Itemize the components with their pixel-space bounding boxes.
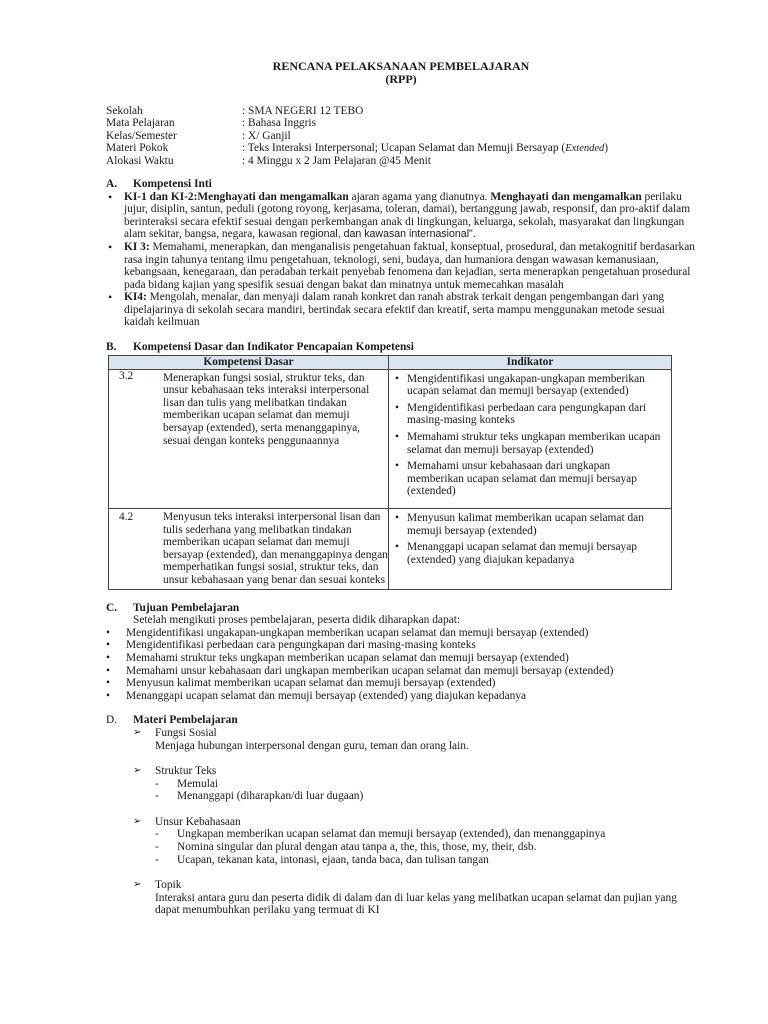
section-a-heading [106,178,696,191]
ki1-end: . [472,228,476,241]
meta-value: : X/ Ganjil [242,129,291,142]
arrow-bullet-icon: ➢ [133,815,142,827]
meta-row-kelas [106,130,696,142]
title-line-2: (RPP) [385,72,417,86]
section-d-heading [106,714,696,727]
indicator-item: • Memahami unsur kebahasaan dari ungkapan memberikan ucapan selamat dan memuji bersayap (extended) [395,460,665,498]
ki1-bold-2: Menghayati dan mengamalkan [490,190,642,203]
list-item: • Memahami struktur teks ungkapan memberikan ucapan selamat dan memuji bersayap (extended) [106,652,696,665]
table-row [109,509,672,590]
section-title: Kompetensi Inti [133,177,212,190]
item-text: Menanggapi (diharapkan/di luar dugaan) [177,790,364,803]
table-row [109,369,672,508]
ki-1-2 [106,191,696,241]
section-title: Tujuan Pembelajaran [133,601,240,614]
materi-struktur-heading [133,765,696,778]
section-letter: D. [106,714,118,727]
dash-bullet: - [155,790,159,803]
ki-4 [106,291,696,329]
list-item: • Mengidentifikasi perbedaan cara pengungkapan dari masing-masing konteks [106,639,696,652]
meta-value: : 4 Minggu x 2 Jam Pelajaran @45 Menit [242,154,431,167]
ki1-text-1: ajaran agama yang dianutnya. [348,190,491,203]
ki4-text: Mengolah, menalar, dan menyaji dalam ranah konkret dan ranah abstrak terkait dengan pengembangan dari yang dipelajarinya di sekolah secara mandiri, bertindak secara efektif dan kreatif, serta mampu menggunakan metode sesuai kaidah keilmuan [124,291,665,329]
ki1-bold-1: KI-1 dan KI-2:Menghayati dan mengamalkan [124,190,349,203]
ki1-sans-text: regional, dan kawasan internasional" [300,228,473,241]
unsur-list [155,828,696,866]
materi-block [133,727,696,917]
materi-subtitle: Topik [155,879,182,892]
materi-topik-text: Interaksi antara guru dan peserta didik di dalam dan di luar kelas yang melibatkan ucapan selamat dan pujian yang dapat menumbuhkan perilaku yang termuat di KI [155,891,677,917]
dash-bullet: - [155,853,159,866]
item-text: Ucapan, tekanan kata, intonasi, ejaan, tanda baca, dan tulisan tangan [177,853,489,866]
ki4-bold: KI4: [124,291,147,304]
indicator-item: • Menyusun kalimat memberikan ucapan selamat dan memuji bersayap (extended) [395,512,665,537]
meta-key: Kelas/Semester [106,129,177,142]
kd-number: 4.2 [109,509,158,590]
indicator-cell [389,509,672,590]
document-title [106,60,696,86]
list-item [155,778,696,791]
identity-block [106,105,696,167]
ki3-text: Memahami, menerapkan, dan menganalisis pengetahuan faktual, konseptual, prosedural, dan metakognitif berdasarkan rasa ingin tahunya tentang ilmu pengetahuan, teknologi, seni, budaya, dan humaniora dengan wawasan kemanusiaan, kebangsaan, kenegaraan, dan peradaban terkait penyebab fenomena dan kejadian, serta menerapkan pengetahuan prosedural pada bidang kajian yang spesifik sesuai dengan bakat dan minatnya untuk memecahkan masalah [124,240,695,291]
materi-fungsi-text: Menjaga hubungan interpersonal dengan guru, teman dan orang lain. [155,739,469,752]
indicator-item: • Mengidentifikasi perbedaan cara pengungkapan dari masing-masing konteks [395,402,665,427]
arrow-bullet-icon: ➢ [133,879,142,891]
item-text: Nomina singular dan plural dengan atau tanpa a, the, this, those, my, their, dsb. [177,841,537,854]
section-title: Materi Pembelajaran [133,714,238,727]
meta-value [242,142,608,154]
title-line-1: RENCANA PELAKSANAAN PEMBELAJARAN [272,59,530,73]
meta-row-sekolah [106,105,696,117]
list-item: • Menanggapi ucapan selamat dan memuji bersayap (extended) yang diajukan kepadanya [106,690,696,703]
document-page [106,60,696,917]
dash-bullet: - [155,828,159,841]
section-letter: A. [106,177,118,190]
list-item [155,790,696,803]
table-header-row [109,355,672,369]
indicator-item: • Menanggapi ucapan selamat dan memuji bersayap (extended) yang diajukan kepadanya [395,541,665,566]
meta-value-italic: Extended [565,143,605,155]
table-header-kd: Kompetensi Dasar [109,355,389,369]
list-item: • Menyusun kalimat memberikan ucapan selamat dan memuji bersayap (extended) [106,677,696,690]
meta-key: Sekolah [106,105,143,117]
kd-text-content: Menyusun teks interaksi interpersonal lisan dan tulis sederhana yang melibatkan tindakan memberikan ucapan selamat dan memuji bersayap (extended), dan menanggapinya dengan memperhatikan fungsi sosial, struktur teks, dan unsur kebahasaan yang benar dan sesuai konteks [163,511,388,586]
item-text: Ungkapan memberikan ucapan selamat dan memuji bersayap (extended), dan menanggapinya [177,828,606,841]
section-letter: B. [106,341,117,354]
materi-subtitle: Struktur Teks [155,765,217,778]
dash-bullet: - [155,777,159,790]
indicator-cell [389,369,672,508]
list-item [155,828,696,841]
table-header-indicator: Indikator [389,355,672,369]
meta-row-alokasi [106,155,696,167]
meta-value-end: ) [604,142,609,155]
section-c-heading [106,602,696,615]
ki-list [106,191,696,330]
kd-indicator-table [108,355,672,590]
ki3-bold: KI 3: [124,240,150,253]
arrow-bullet-icon: ➢ [133,765,142,777]
indicator-item: • Mengidentifikasi ungakapan-ungkapan memberikan ucapan selamat dan memuji bersayap (extended) [395,373,665,398]
materi-subtitle: Fungsi Sosial [155,726,217,739]
meta-key: Mata Pelajaran [106,117,175,130]
materi-unsur-heading [133,816,696,829]
item-text: Memulai [177,777,219,790]
tujuan-intro: Setelah mengikuti proses pembelajaran, peserta didik diharapkan dapat: [133,614,461,627]
kd-text [157,369,389,508]
meta-value: : Bahasa Inggris [242,117,317,130]
list-item: • Mengidentifikasi ungakapan-ungkapan memberikan ucapan selamat dan memuji bersayap (extended) [106,627,696,640]
section-title: Kompetensi Dasar dan Indikator Pencapaian Kompetensi [133,341,414,354]
section-b-heading [106,341,696,354]
meta-key: Materi Pokok [106,142,169,155]
meta-value: : SMA NEGERI 12 TEBO [242,105,364,117]
dash-bullet: - [155,841,159,854]
tujuan-list [106,627,696,703]
ki-3 [106,241,696,291]
meta-row-mapel [106,117,696,129]
arrow-bullet-icon: ➢ [133,726,142,738]
struktur-list [155,778,696,803]
materi-topik-heading [133,879,696,892]
meta-key: Alokasi Waktu [106,154,174,167]
list-item [155,854,696,867]
materi-subtitle: Unsur Kebahasaan [155,815,241,828]
kd-number: 3.2 [109,369,158,508]
list-item: • Memahami unsur kebahasaan dari ungkapan memberikan ucapan selamat dan memuji bersayap (extended) [106,665,696,678]
list-item [155,841,696,854]
indicator-list [395,512,665,566]
kd-text-content: Menerapkan fungsi sosial, struktur teks, dan unsur kebahasaan teks interaksi interpersonal lisan dan tulis yang melibatkan tindakan memberikan ucapan selamat dan memuji bersayap (extended), serta menanggapinya, sesuai dengan konteks penggunaannya [163,371,370,447]
meta-row-materi [106,142,696,154]
indicator-item: • Memahami struktur teks ungkapan memberikan ucapan selamat dan memuji bersayap (extended) [395,431,665,456]
meta-value-text: : Teks Interaksi Interpersonal; Ucapan Selamat dan Memuji Bersayap ( [242,142,566,155]
indicator-list [395,373,665,498]
kd-text [157,509,389,590]
materi-fungsi-heading [133,727,696,740]
ki1-text-2: perilaku jujur, disiplin, santun, peduli (gotong royong, kerjasama, toleran, damai), bertanggung jawab, responsif, dan pro-aktif dalam berinteraksi secara efektif sesuai dengan perkembangan anak di lingkungan, keluarga, sekolah, masyarakat dan lingkungan alam sekitar, bangsa, negara, kawasan [124,190,691,241]
section-letter: C. [106,601,118,614]
